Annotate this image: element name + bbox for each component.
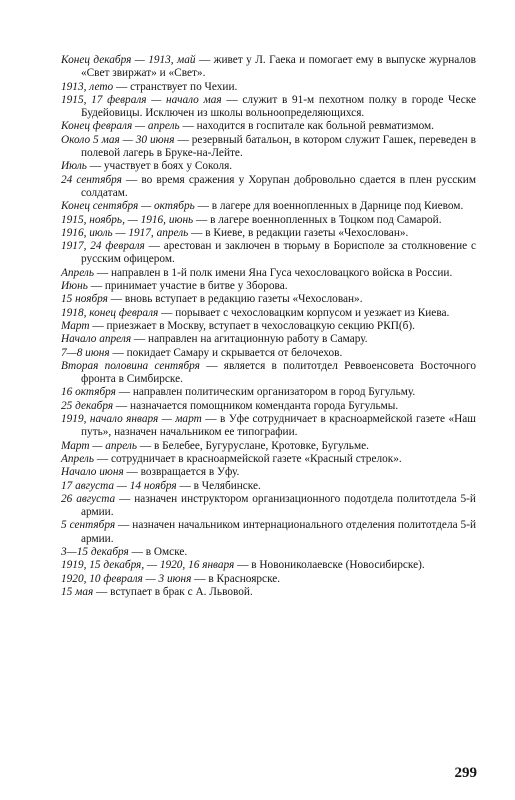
chronology-entry bbox=[61, 54, 476, 81]
entry-date: 25 декабря bbox=[61, 399, 114, 412]
entry-date: Март — апрель bbox=[61, 439, 137, 452]
entry-date: 1917, 24 февраля bbox=[61, 240, 145, 253]
entry-text: — назначается помощником коменданта города Бугульмы. bbox=[113, 399, 399, 412]
chronology-entry bbox=[61, 586, 476, 599]
entry-text: — в Белебее, Бугуруслане, Кротовке, Бугульме. bbox=[137, 439, 369, 452]
entry-date: 1915, 17 февраля — начало мая bbox=[61, 93, 222, 106]
entry-text: — назначен начальником интернационального отделения политотдела 5-й армии. bbox=[81, 519, 477, 545]
chronology-entry bbox=[61, 134, 476, 161]
entry-text: — участвует в боях у Соколя. bbox=[86, 160, 233, 173]
entry-text: — арестован и заключен в тюрьму в Борисполе за столкновение с русским офицером. bbox=[81, 240, 476, 266]
entry-date: 1919, 15 декабря, — 1920, 16 января bbox=[61, 559, 235, 572]
entry-date: 7—8 июня bbox=[61, 346, 110, 359]
entry-text: — служит в 91-м пехотном полку в городе Ческе Будейовицы. Исключен из школы вольноопределяющихся. bbox=[81, 93, 476, 120]
entry-text: — направлен на агитационную работу в Самару. bbox=[131, 333, 368, 346]
entry-date: Апрель bbox=[61, 452, 94, 465]
chronology-entry bbox=[61, 227, 476, 240]
entry-date: Начало апреля bbox=[61, 333, 132, 346]
chronology-entry bbox=[61, 240, 476, 267]
entry-text: — направлен в 1-й полк имени Яна Гуса чехословацкого войска в России. bbox=[94, 266, 453, 279]
entry-text: — покидает Самару и скрывается от белочехов. bbox=[109, 346, 343, 359]
chronology-entry bbox=[61, 519, 476, 546]
entry-text: — в Новониколаевске (Новосибирске). bbox=[234, 559, 425, 572]
chronology-entry bbox=[61, 214, 476, 227]
entry-text: — сотрудничает в красноармейской газете «Красный стрелок». bbox=[94, 452, 402, 465]
entry-text: — в лагере военнопленных в Тоцком под Самарой. bbox=[193, 213, 442, 226]
entry-date: 15 мая bbox=[61, 585, 94, 598]
chronology-entry bbox=[61, 267, 476, 280]
entry-text: — назначен инструктором организационного подотдела политотдела 5-й армии. bbox=[81, 492, 476, 519]
entry-date: Конец февраля — апрель bbox=[61, 120, 180, 133]
entry-text: — возвращается в Уфу. bbox=[123, 466, 240, 479]
chronology-entry bbox=[61, 200, 476, 213]
entry-date: Июль bbox=[61, 160, 87, 173]
entry-date: 1919, начало января — март bbox=[61, 413, 202, 426]
chronology-entry bbox=[61, 94, 476, 121]
chronology-entry bbox=[61, 293, 476, 306]
entry-text: — порывает с чехословацким корпусом и уезжает из Киева. bbox=[158, 306, 450, 319]
chronology-entry bbox=[61, 280, 476, 293]
entry-text: — направлен политическим организатором в город Бугульму. bbox=[115, 386, 416, 399]
entry-text: — принимает участие в битве у Зборова. bbox=[87, 280, 288, 293]
entry-text: — в Киеве, в редакции газеты «Чехослован». bbox=[188, 226, 409, 239]
entry-text: — в Челябинске. bbox=[176, 479, 261, 492]
entry-date: 24 сентября bbox=[61, 173, 122, 186]
entry-text: — во время сражения у Хорупан добровольно сдается в плен русским солдатам. bbox=[81, 173, 476, 199]
entry-date: 17 августа — 14 ноября bbox=[61, 479, 177, 492]
entry-date: Начало июня bbox=[61, 466, 124, 479]
chronology-entry bbox=[61, 573, 476, 586]
chronology-entry bbox=[61, 400, 476, 413]
entry-date: 1918, конец февраля bbox=[61, 306, 159, 319]
entry-date: Март bbox=[61, 319, 90, 332]
chronology-entry bbox=[61, 466, 476, 479]
chronology-entry bbox=[61, 174, 476, 201]
entry-date: 1915, ноябрь, — 1916, июнь bbox=[61, 213, 194, 226]
chronology-entry bbox=[61, 546, 476, 559]
entry-text: — в Уфе сотрудничает в красноармейской газете «Наш путь», назначен начальником ее типографии. bbox=[81, 413, 476, 439]
chronology-entry bbox=[61, 386, 476, 399]
entry-date: Июнь bbox=[61, 280, 88, 293]
chronology-entry bbox=[61, 480, 476, 493]
entry-date: Около 5 мая — 30 июня bbox=[61, 133, 175, 146]
chronology-entry bbox=[61, 307, 476, 320]
entry-date: 1913, лето bbox=[61, 80, 114, 93]
entry-text: — вновь вступает в редакцию газеты «Чехослован». bbox=[107, 293, 363, 306]
chronology-entry bbox=[61, 413, 476, 440]
chronology-entry bbox=[61, 493, 476, 520]
chronology-entry bbox=[61, 559, 476, 572]
chronology-entry bbox=[61, 360, 476, 387]
entry-date: Конец сентября — октябрь bbox=[61, 200, 195, 213]
chronology-entry bbox=[61, 81, 476, 94]
chronology-entry bbox=[61, 333, 476, 346]
entry-text: — вступает в брак с А. Львовой. bbox=[93, 585, 253, 598]
page-number: 299 bbox=[454, 765, 477, 781]
entry-text: — в Красноярске. bbox=[191, 572, 281, 585]
entry-text: — в лагере для военнопленных в Дарнице под Киевом. bbox=[194, 200, 464, 213]
entry-text: — странствует по Чехии. bbox=[113, 80, 238, 93]
entry-date: 26 августа bbox=[61, 492, 116, 505]
entry-date: 1916, июль — 1917, апрель bbox=[61, 226, 189, 239]
entry-date: 15 ноября bbox=[61, 293, 108, 306]
entry-date: Конец декабря — 1913, май bbox=[61, 54, 196, 66]
entry-text: — живет у Л. Гаека и помогает ему в выпуске журналов «Свет звиржат» и «Свет». bbox=[81, 54, 477, 80]
entry-date: Вторая половина сентября bbox=[61, 359, 200, 372]
entry-text: — резервный батальон, в котором служит Гашек, переведен в полевой лагерь в Бруке-на-Лейте. bbox=[81, 133, 477, 160]
chronology-entry bbox=[61, 120, 476, 133]
chronology-entry bbox=[61, 320, 476, 333]
chronology-entry bbox=[61, 160, 476, 173]
chronology-entry bbox=[61, 347, 476, 360]
entry-date: Апрель bbox=[61, 266, 94, 279]
entry-date: 3—15 декабря bbox=[61, 545, 129, 558]
entry-date: 1920, 10 февраля — 3 июня bbox=[61, 572, 192, 585]
entry-text: — является в политотдел Реввоенсовета Восточного фронта в Симбирске. bbox=[81, 359, 476, 386]
entry-text: — приезжает в Москву, вступает в чехословацкую секцию РКП(б). bbox=[89, 319, 415, 332]
chronology-text bbox=[61, 54, 476, 599]
entry-text: — находится в госпитале как больной ревматизмом. bbox=[179, 120, 435, 133]
entry-date: 5 сентября bbox=[61, 519, 116, 532]
entry-text: — в Омске. bbox=[128, 545, 188, 558]
chronology-entry bbox=[61, 453, 476, 466]
chronology-entry bbox=[61, 440, 476, 453]
entry-date: 16 октября bbox=[61, 386, 116, 399]
